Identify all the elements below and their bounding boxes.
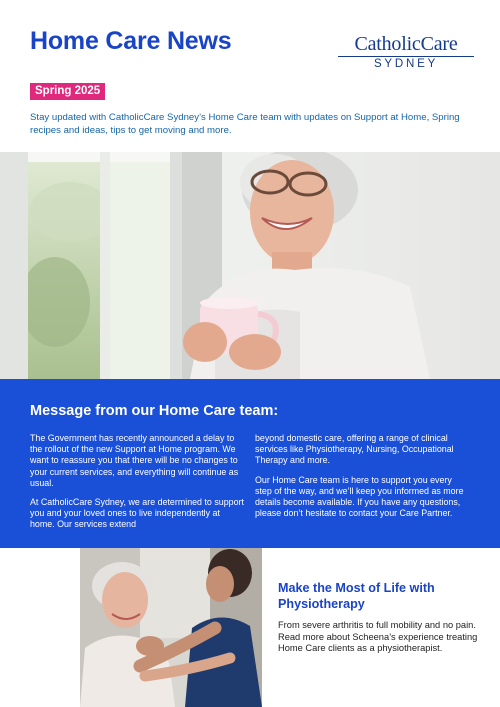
message-paragraph: Our Home Care team is here to support you every step of the way, and we’ll keep you informed as more details become available. If you have any questions, please don’t hesitate to contact your Care Partner. (255, 474, 464, 519)
physio-photo (80, 548, 262, 707)
message-section (0, 379, 500, 548)
message-heading: Message from our Home Care team: (30, 403, 279, 419)
newsletter-title: Home Care News (30, 27, 232, 55)
logo-divider (338, 56, 474, 57)
intro-text: Stay updated with CatholicCare Sydney’s Home Care team with updates on Support at Home, Spring recipes and ideas, tips to get moving and more. (30, 112, 460, 136)
logo-wordmark: CatholicCare (354, 33, 458, 55)
hero-photo (0, 152, 500, 379)
message-paragraph: At CatholicCare Sydney, we are determined to support you and your loved ones to live independently at home. Our services extend (30, 497, 244, 530)
physio-heading: Make the Most of Life with Physiotherapy (278, 581, 435, 611)
logo-subtitle: SYDNEY (373, 58, 439, 70)
message-column-right (255, 433, 470, 527)
message-column-left (30, 433, 245, 539)
message-paragraph: The Government has recently announced a delay to the rollout of the new Support at Home program. We want to reassure you that there will be no changes to your current services, and everything will continue as usual. (30, 433, 239, 488)
physio-summary: From severe arthritis to full mobility and no pain. Read more about Scheena’s experience treating Home Care clients as a physiotherapist. (278, 620, 478, 653)
message-paragraph: beyond domestic care, offering a range of clinical services like Physiotherapy, Nursing, Occupational Therapy and more. (255, 433, 454, 466)
season-badge: Spring 2025 (30, 83, 105, 100)
catholiccare-logo (338, 33, 474, 73)
